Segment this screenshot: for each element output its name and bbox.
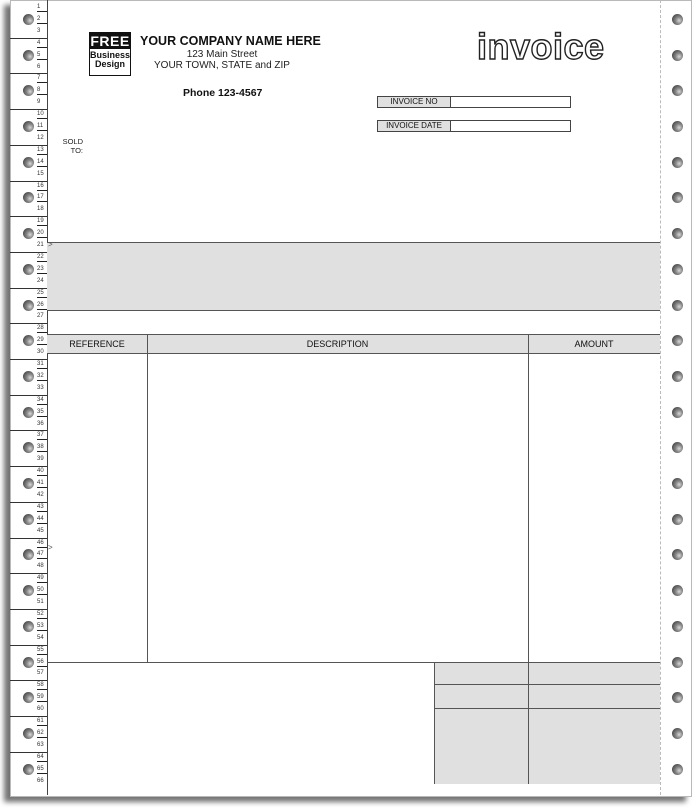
line-number: 10 <box>37 111 47 119</box>
stub-separator <box>10 145 47 146</box>
invoice-title: invoice <box>477 26 605 67</box>
line-number: 44 <box>37 516 47 524</box>
line-number: 16 <box>37 183 47 191</box>
tax-value-cell[interactable] <box>529 686 660 707</box>
line-number: 41 <box>37 480 47 488</box>
line-number: 23 <box>37 266 47 274</box>
line-number: 28 <box>37 325 47 333</box>
invoice-date-label: INVOICE DATE <box>378 121 451 131</box>
line-number: 12 <box>37 134 44 141</box>
logo-business-design-text <box>90 49 130 69</box>
subtotal-label-cell <box>435 664 527 683</box>
to-label: TO: <box>70 146 83 155</box>
line-21-marker: > <box>48 240 53 249</box>
stub-separator <box>10 395 47 396</box>
stub-separator <box>10 502 47 503</box>
stub-separator <box>10 645 47 646</box>
invoice-date-field[interactable] <box>377 120 571 132</box>
line-number: 55 <box>37 647 47 655</box>
line-number: 20 <box>37 230 47 238</box>
stub-separator <box>10 573 47 574</box>
line-number: 57 <box>37 670 44 677</box>
line-number: 42 <box>37 491 44 498</box>
totals-row-rule-2 <box>434 708 660 709</box>
line-number: 15 <box>37 170 44 177</box>
line-number: 51 <box>37 599 44 605</box>
line-number: 26 <box>37 302 47 310</box>
invoice-no-field[interactable] <box>377 96 571 108</box>
line-number: 29 <box>37 337 47 345</box>
line-number: 49 <box>37 575 47 583</box>
line-number: 66 <box>37 777 44 784</box>
pinfeed-hole-icon <box>672 264 683 275</box>
line-number: 56 <box>37 659 47 667</box>
pinfeed-hole-icon <box>672 121 683 132</box>
line-number: 27 <box>37 313 44 320</box>
line-number: 39 <box>37 456 44 463</box>
line-number: 53 <box>37 623 47 631</box>
pinfeed-hole-icon <box>23 121 34 132</box>
line-46-marker: > <box>48 543 53 552</box>
stub-separator <box>10 73 47 74</box>
line-number: 47 <box>37 551 47 559</box>
pinfeed-hole-icon <box>672 371 683 382</box>
line-number: 48 <box>37 563 44 570</box>
logo-line1: Business <box>90 50 131 60</box>
line-number: 31 <box>37 361 47 369</box>
pinfeed-hole-icon <box>23 157 34 168</box>
line-number: 14 <box>37 159 47 167</box>
pinfeed-hole-icon <box>23 50 34 61</box>
stub-separator <box>10 466 47 467</box>
reference-column-divider <box>147 334 148 663</box>
pinfeed-hole-icon <box>672 478 683 489</box>
company-phone: Phone 123-4567 <box>183 87 263 99</box>
line-number: 11 <box>37 123 47 131</box>
line-number: 62 <box>37 730 47 738</box>
line-number: 25 <box>37 290 47 298</box>
pinfeed-hole-icon <box>23 478 34 489</box>
stub-separator <box>10 288 47 289</box>
pinfeed-hole-icon <box>672 157 683 168</box>
stub-separator <box>10 109 47 110</box>
pinfeed-hole-icon <box>23 14 34 25</box>
line-number: 22 <box>37 254 47 262</box>
line-number: 4 <box>37 40 47 48</box>
line-number: 17 <box>37 194 47 202</box>
line-number: 5 <box>37 52 47 60</box>
line-number: 45 <box>37 527 44 534</box>
column-header-description: DESCRIPTION <box>306 339 369 349</box>
pinfeed-hole-icon <box>23 371 34 382</box>
line-number: 50 <box>37 587 47 595</box>
stub-separator <box>10 38 47 39</box>
subtotal-value-cell[interactable] <box>529 664 660 683</box>
column-header-reference: REFERENCE <box>69 339 125 349</box>
logo-line2: Design <box>94 59 125 69</box>
line-number: 38 <box>37 444 47 452</box>
pinfeed-hole-icon <box>23 300 34 311</box>
line-number: 37 <box>37 432 47 440</box>
line-number: 30 <box>37 349 44 356</box>
line-number: 61 <box>37 718 47 726</box>
pinfeed-hole-icon <box>672 764 683 775</box>
free-business-design-logo <box>89 32 131 76</box>
stub-separator <box>10 538 47 539</box>
line-number: 40 <box>37 468 47 476</box>
tax-label-cell <box>435 686 527 707</box>
line-number: 33 <box>37 384 44 391</box>
stub-separator <box>10 323 47 324</box>
total-label-cell <box>435 710 527 784</box>
pinfeed-hole-icon <box>23 657 34 668</box>
pinfeed-hole-icon <box>672 621 683 632</box>
line-number: 6 <box>37 63 41 70</box>
line-number: 64 <box>37 754 47 762</box>
line-number: 7 <box>37 75 47 83</box>
stub-separator <box>10 752 47 753</box>
stub-separator <box>10 680 47 681</box>
line-number: 36 <box>37 420 44 427</box>
line-number: 13 <box>37 147 47 155</box>
stub-separator <box>10 359 47 360</box>
stub-separator <box>10 181 47 182</box>
line-number: 63 <box>37 741 44 748</box>
sold-label: SOLD <box>62 137 83 146</box>
line-number: 46 <box>37 540 47 548</box>
stub-separator <box>10 609 47 610</box>
line-number: 18 <box>37 206 44 213</box>
address-city-state-zip: YOUR TOWN, STATE and ZIP <box>154 60 290 71</box>
pinfeed-hole-icon <box>23 407 34 418</box>
line-number: 52 <box>37 611 47 619</box>
line-number: 3 <box>37 27 41 34</box>
invoice-no-label: INVOICE NO <box>378 97 451 107</box>
line-number: 8 <box>37 87 47 95</box>
pinfeed-hole-icon <box>672 300 683 311</box>
column-header-amount: AMOUNT <box>574 339 614 349</box>
pinfeed-hole-icon <box>672 50 683 61</box>
company-address <box>140 49 304 71</box>
total-value-cell[interactable] <box>529 710 660 784</box>
pinfeed-hole-icon <box>672 728 683 739</box>
line-number: 43 <box>37 504 47 512</box>
line-number: 59 <box>37 694 47 702</box>
pinfeed-hole-icon <box>23 264 34 275</box>
stub-separator <box>10 216 47 217</box>
pinfeed-hole-icon <box>672 14 683 25</box>
line-number: 34 <box>37 397 47 405</box>
line-number: 2 <box>37 16 47 24</box>
line-number: 32 <box>37 373 47 381</box>
line-number: 21 <box>37 242 44 248</box>
line-number: 65 <box>37 766 47 774</box>
stub-separator <box>10 430 47 431</box>
pinfeed-hole-icon <box>672 657 683 668</box>
sold-to-label <box>62 137 83 155</box>
stub-separator <box>10 252 47 253</box>
line-number: 1 <box>37 4 47 12</box>
line-number: 58 <box>37 682 47 690</box>
pinfeed-hole-icon <box>672 514 683 525</box>
company-name: YOUR COMPANY NAME HERE <box>140 34 321 48</box>
right-pinfeed-stub <box>660 0 691 795</box>
pinfeed-hole-icon <box>23 514 34 525</box>
pinfeed-hole-icon <box>23 728 34 739</box>
logo-free-text: FREE <box>90 33 130 49</box>
address-street: 123 Main Street <box>186 49 258 60</box>
line-number: 19 <box>37 218 47 226</box>
totals-row-rule-1 <box>434 684 660 685</box>
items-table-header <box>47 334 660 354</box>
line-number: 54 <box>37 634 44 641</box>
line-number: 24 <box>37 277 44 284</box>
pinfeed-hole-icon <box>672 407 683 418</box>
pinfeed-hole-icon <box>23 621 34 632</box>
pinfeed-hole-icon <box>23 764 34 775</box>
line-number: 60 <box>37 706 44 713</box>
shaded-band <box>47 242 660 311</box>
line-number: 35 <box>37 409 47 417</box>
line-number: 9 <box>37 99 41 106</box>
stub-separator <box>10 716 47 717</box>
